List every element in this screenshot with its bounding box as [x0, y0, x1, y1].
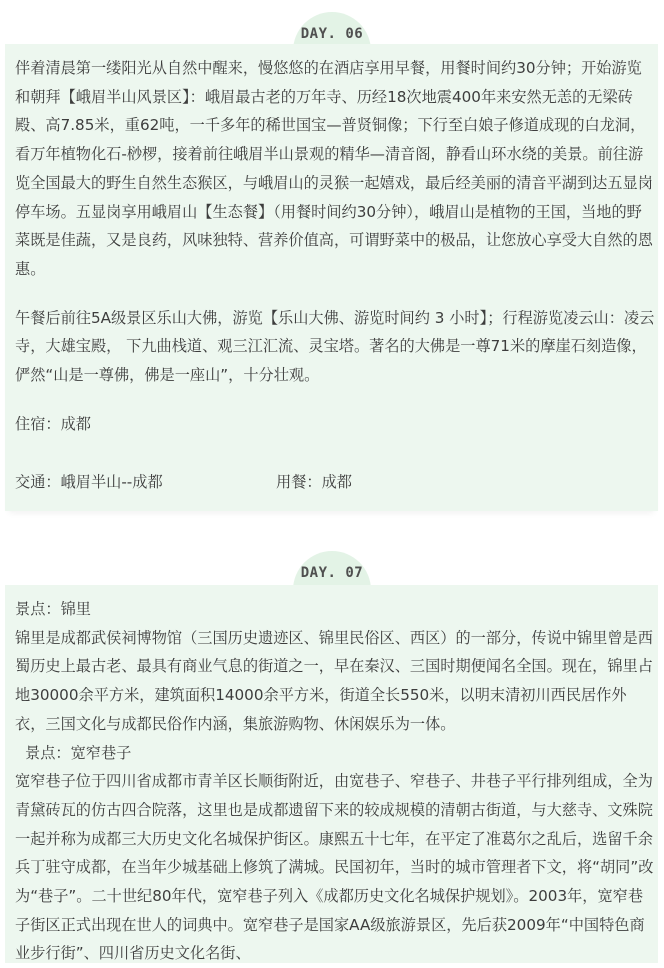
day-06-tab: DAY. 06: [293, 12, 371, 56]
day-07-card: [5, 585, 658, 963]
spot-jinli-text: 锦里是成都武侯祠博物馆（三国历史遗迹区、锦里民俗区、西区）的一部分，传说中锦里曾是西蜀历史上最古老、最具有商业气息的街道之一，早在秦汉、三国时期便闻名全国。现在，锦里占地30000余平方米，建筑面积14000余平方米，街道全长550米，以明末清初川西民居作外衣，三国文化与成都民俗作内涵，集旅游购物、休闲娱乐为一体。: [15, 628, 653, 733]
spot-kuanzhai-title: 景点：宽窄巷子: [25, 743, 132, 762]
day-06-stay: 住宿：成都: [15, 414, 91, 433]
spot-kuanzhai-text: 宽窄巷子位于四川省成都市青羊区长顺街附近，由宽巷子、窄巷子、井巷子平行排列组成，全为青黛砖瓦的仿古四合院落，这里也是成都遗留下来的较成规模的清朝古街道，与大慈寺、文殊院一起并称为成都三大历史文化名城保护街区。康熙五十七年，在平定了准葛尔之乱后，选留千余兵丁驻守成都，在当年少城基础上修筑了满城。民国初年，当时的城市管理者下文，将“胡同”改为“巷子”。二十世纪80年代，宽窄巷子列入《成都历史文化名城保护规划》。2003年，宽窄巷子街区正式出现在世人的词典中。宽窄巷子是国家AA级旅游景区，先后获2009年“中国特色商业步行街”、四川省历史文化名街、: [15, 772, 654, 963]
day-07-tab: DAY. 07: [293, 551, 371, 595]
spot-jinli-title: 景点：锦里: [15, 600, 91, 618]
day-06-card: [5, 44, 658, 511]
day-06-meal: 用餐：成都: [276, 473, 352, 492]
day-06-transport: 交通：峨眉半山--成都: [15, 473, 163, 492]
day-06-afternoon-text: 午餐后前往5A级景区乐山大佛，游览【乐山大佛、游览时间约 3 小时】；行程游览凌云山：凌云寺，大雄宝殿， 下九曲栈道、观三江汇流、灵宝塔。著名的大佛是一尊71米的摩崖石刻造像，俨然“山是一尊佛，佛是一座山”，十分壮观。: [15, 308, 655, 385]
day-06-info-row: [15, 468, 655, 497]
day-06-morning-text: 伴着清晨第一缕阳光从自然中醒来，慢悠悠的在酒店享用早餐，用餐时间约30分钟；开始游览和朝拜【峨眉半山风景区】：峨眉最古老的万年寺、历经18次地震400年来安然无恙的无梁砖殿、高7.85米，重62吨，一千多年的稀世国宝—普贤铜像；下行至白娘子修道成现的白龙洞，看万年植物化石-桫椤，接着前往峨眉半山景观的精华—清音阁，静看山环水绕的美景。前往游览全国最大的野生自然生态猴区，与峨眉山的灵猴一起嬉戏，最后经美丽的清音平湖到达五显岗停车场。五显岗享用峨眉山【生态餐】（用餐时间约30分钟），峨眉山是植物的王国，当地的野菜既是佳蔬，又是良药，风味独特、营养价值高，可谓野菜中的极品，让您放心享受大自然的恩惠。: [15, 59, 653, 278]
